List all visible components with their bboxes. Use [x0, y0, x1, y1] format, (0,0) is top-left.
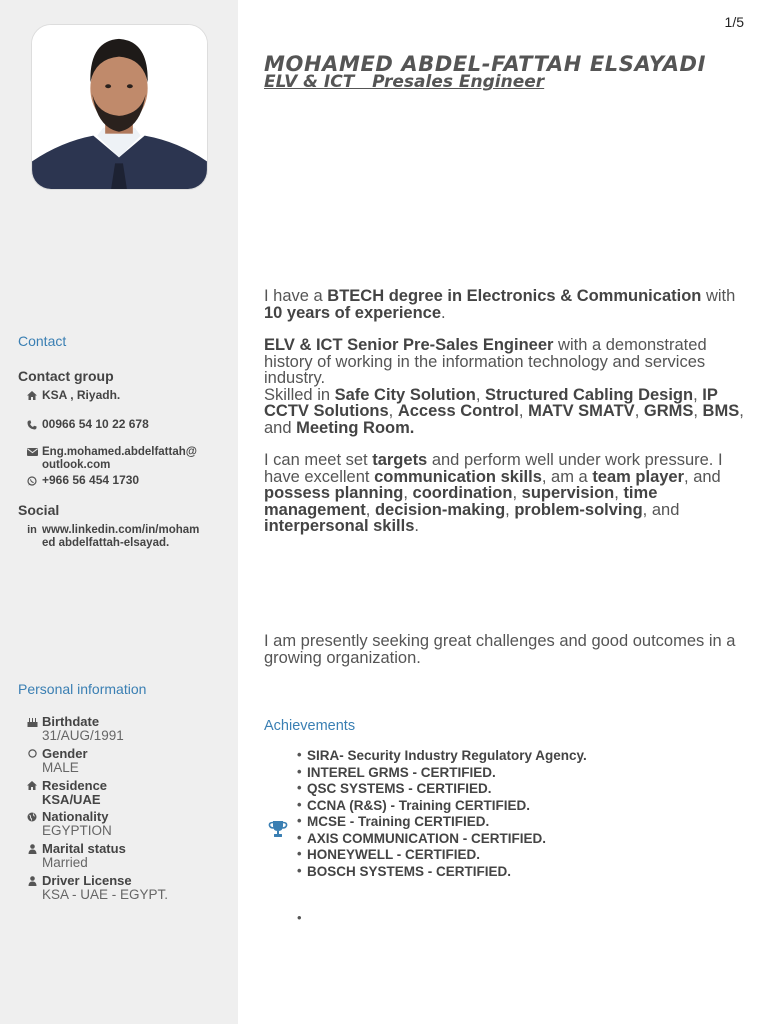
job-title: ELV & ICT Presales Engineer [264, 72, 545, 92]
linkedin-link[interactable] [22, 524, 199, 549]
body-text: I can meet set [264, 451, 373, 469]
driver-license-label: Driver License [42, 873, 132, 888]
linkedin-glyph: in [27, 524, 37, 536]
page-number: 1/5 [724, 14, 744, 30]
summary-paragraph-3 [264, 452, 748, 535]
body-text: , [365, 500, 375, 519]
personal-info-section-title: Personal information [18, 681, 147, 697]
body-text: Skilled in [264, 385, 331, 404]
emphasis-text: IP CCTV Solutions [264, 385, 718, 420]
whatsapp-text: +966 56 454 1730 [42, 473, 140, 487]
emphasis-text: BTECH degree in Electronics & Communication [327, 287, 702, 305]
emphasis-text: time management [264, 484, 658, 519]
gender-label: Gender [42, 746, 88, 761]
emphasis-text: Access Control [397, 402, 519, 420]
profile-photo [31, 24, 208, 190]
emphasis-text: Meeting Room. [296, 418, 415, 437]
personal-marital-status [22, 842, 126, 870]
emphasis-text: MATV SMATV [528, 402, 635, 420]
social-section-title: Social [18, 502, 60, 518]
emphasis-text: BMS [702, 402, 740, 420]
body-text: , [634, 402, 644, 420]
body-text: , [505, 500, 515, 519]
phone-icon [22, 418, 42, 430]
achievement-item: • QSC SYSTEMS - CERTIFIED. [297, 781, 587, 798]
gender-value: MALE [42, 760, 79, 775]
body-text: , and [642, 500, 680, 519]
globe-icon [22, 810, 42, 822]
achievements-section-title: Achievements [264, 718, 356, 734]
body-text: , [693, 402, 703, 420]
achievement-item: • SIRA- Security Industry Regulatory Agency. [297, 748, 587, 765]
summary-paragraph-2 [264, 337, 748, 436]
body-text: , and [264, 402, 744, 437]
contact-email[interactable] [22, 446, 197, 471]
empty-bullet: • [297, 910, 302, 925]
contact-phone[interactable] [22, 418, 149, 431]
marital-status-label: Marital status [42, 841, 126, 856]
achievement-item: • AXIS COMMUNICATION - CERTIFIED. [297, 831, 587, 848]
nationality-label: Nationality [42, 809, 109, 824]
achievement-item: • CCNA (R&S) - Training CERTIFIED. [297, 798, 587, 815]
body-text: , am a [541, 467, 593, 486]
emphasis-text: 10 years of experience [264, 303, 442, 322]
residence-label: Residence [42, 778, 108, 793]
achievement-item: • HONEYWELL - CERTIFIED. [297, 847, 587, 864]
address-text: KSA , Riyadh. [42, 388, 121, 402]
emphasis-text: problem-solving [514, 500, 643, 519]
personal-driver-license [22, 874, 168, 902]
birthdate-value: 31/AUG/1991 [42, 728, 124, 743]
emphasis-text: interpersonal skills [264, 517, 415, 535]
body-text: with a demonstrated history of working in the information technology and services industry. [264, 336, 707, 387]
personal-birthdate [22, 715, 124, 743]
nationality-value: EGYPTION [42, 823, 112, 838]
residence-value: KSA/UAE [42, 792, 101, 807]
linkedin-text [42, 524, 199, 549]
linkedin-icon [22, 524, 42, 537]
body-text: , and [684, 467, 721, 486]
trophy-icon [268, 820, 288, 843]
emphasis-text: targets [372, 451, 428, 469]
body-text: , [512, 484, 522, 502]
email-text [42, 446, 197, 471]
personal-gender [22, 747, 88, 775]
body-text: , [518, 402, 529, 420]
body-text: , [614, 484, 624, 502]
emphasis-text: team player [592, 467, 685, 486]
body-text: , [403, 484, 413, 502]
emphasis-text: decision-making [374, 500, 506, 519]
email-line-2: outlook.com [42, 458, 111, 471]
linkedin-line-2: ed abdelfattah-elsayad. [42, 536, 170, 549]
home-icon [22, 779, 42, 790]
body-text: , [388, 402, 398, 420]
personal-nationality [22, 810, 112, 838]
body-text: , [693, 385, 703, 404]
body-text: and perform well under work pressure. I have excellent [264, 451, 723, 486]
person-icon [22, 874, 42, 886]
email-icon [22, 446, 42, 456]
home-icon [22, 389, 42, 400]
emphasis-text: coordination [412, 484, 513, 502]
sidebar [0, 0, 238, 1024]
achievement-item: • BOSCH SYSTEMS - CERTIFIED. [297, 864, 587, 881]
achievements-list [297, 748, 587, 880]
body-text: I am presently seeking great challenges and good outcomes in a growing organization. [264, 632, 736, 667]
birthdate-label: Birthdate [42, 714, 100, 729]
contact-address [22, 389, 120, 402]
emphasis-text: supervision [521, 484, 615, 502]
body-text: I have a [264, 287, 328, 305]
body-text: with [701, 287, 736, 305]
personal-residence [22, 779, 107, 807]
candidate-name: MOHAMED ABDEL-FATTAH ELSAYADI [264, 52, 707, 76]
contact-whatsapp[interactable] [22, 474, 139, 487]
emphasis-text: communication skills [374, 467, 542, 486]
summary-paragraph-4 [264, 633, 748, 666]
body-text: . [441, 303, 446, 322]
whatsapp-icon [22, 474, 42, 486]
emphasis-text: Structured Cabling Design [484, 385, 694, 404]
emphasis-text: ELV & ICT Senior Pre-Sales Engineer [264, 336, 554, 354]
driver-license-value: KSA - UAE - EGYPT. [42, 887, 169, 902]
achievement-item: • INTEREL GRMS - CERTIFIED. [297, 765, 587, 782]
contact-section-title: Contact [18, 333, 67, 349]
achievement-item: • MCSE - Training CERTIFIED. [297, 814, 587, 831]
birthday-cake-icon [22, 715, 42, 727]
summary-paragraph-1 [264, 288, 748, 321]
body-text: , [475, 385, 485, 404]
body-text: . [414, 517, 419, 535]
emphasis-text: Safe City Solution [334, 385, 476, 404]
linkedin-line-1: www.linkedin.com/in/moham [42, 524, 200, 536]
person-icon [22, 842, 42, 854]
email-line-1: Eng.mohamed.abdelfattah@ [42, 446, 197, 458]
emphasis-text: possess planning [264, 484, 404, 502]
emphasis-text: GRMS [643, 402, 694, 420]
circle-icon [22, 747, 42, 758]
phone-text: 00966 54 10 22 678 [42, 417, 149, 431]
marital-status-value: Married [42, 855, 88, 870]
contact-group-title: Contact group [18, 368, 114, 384]
